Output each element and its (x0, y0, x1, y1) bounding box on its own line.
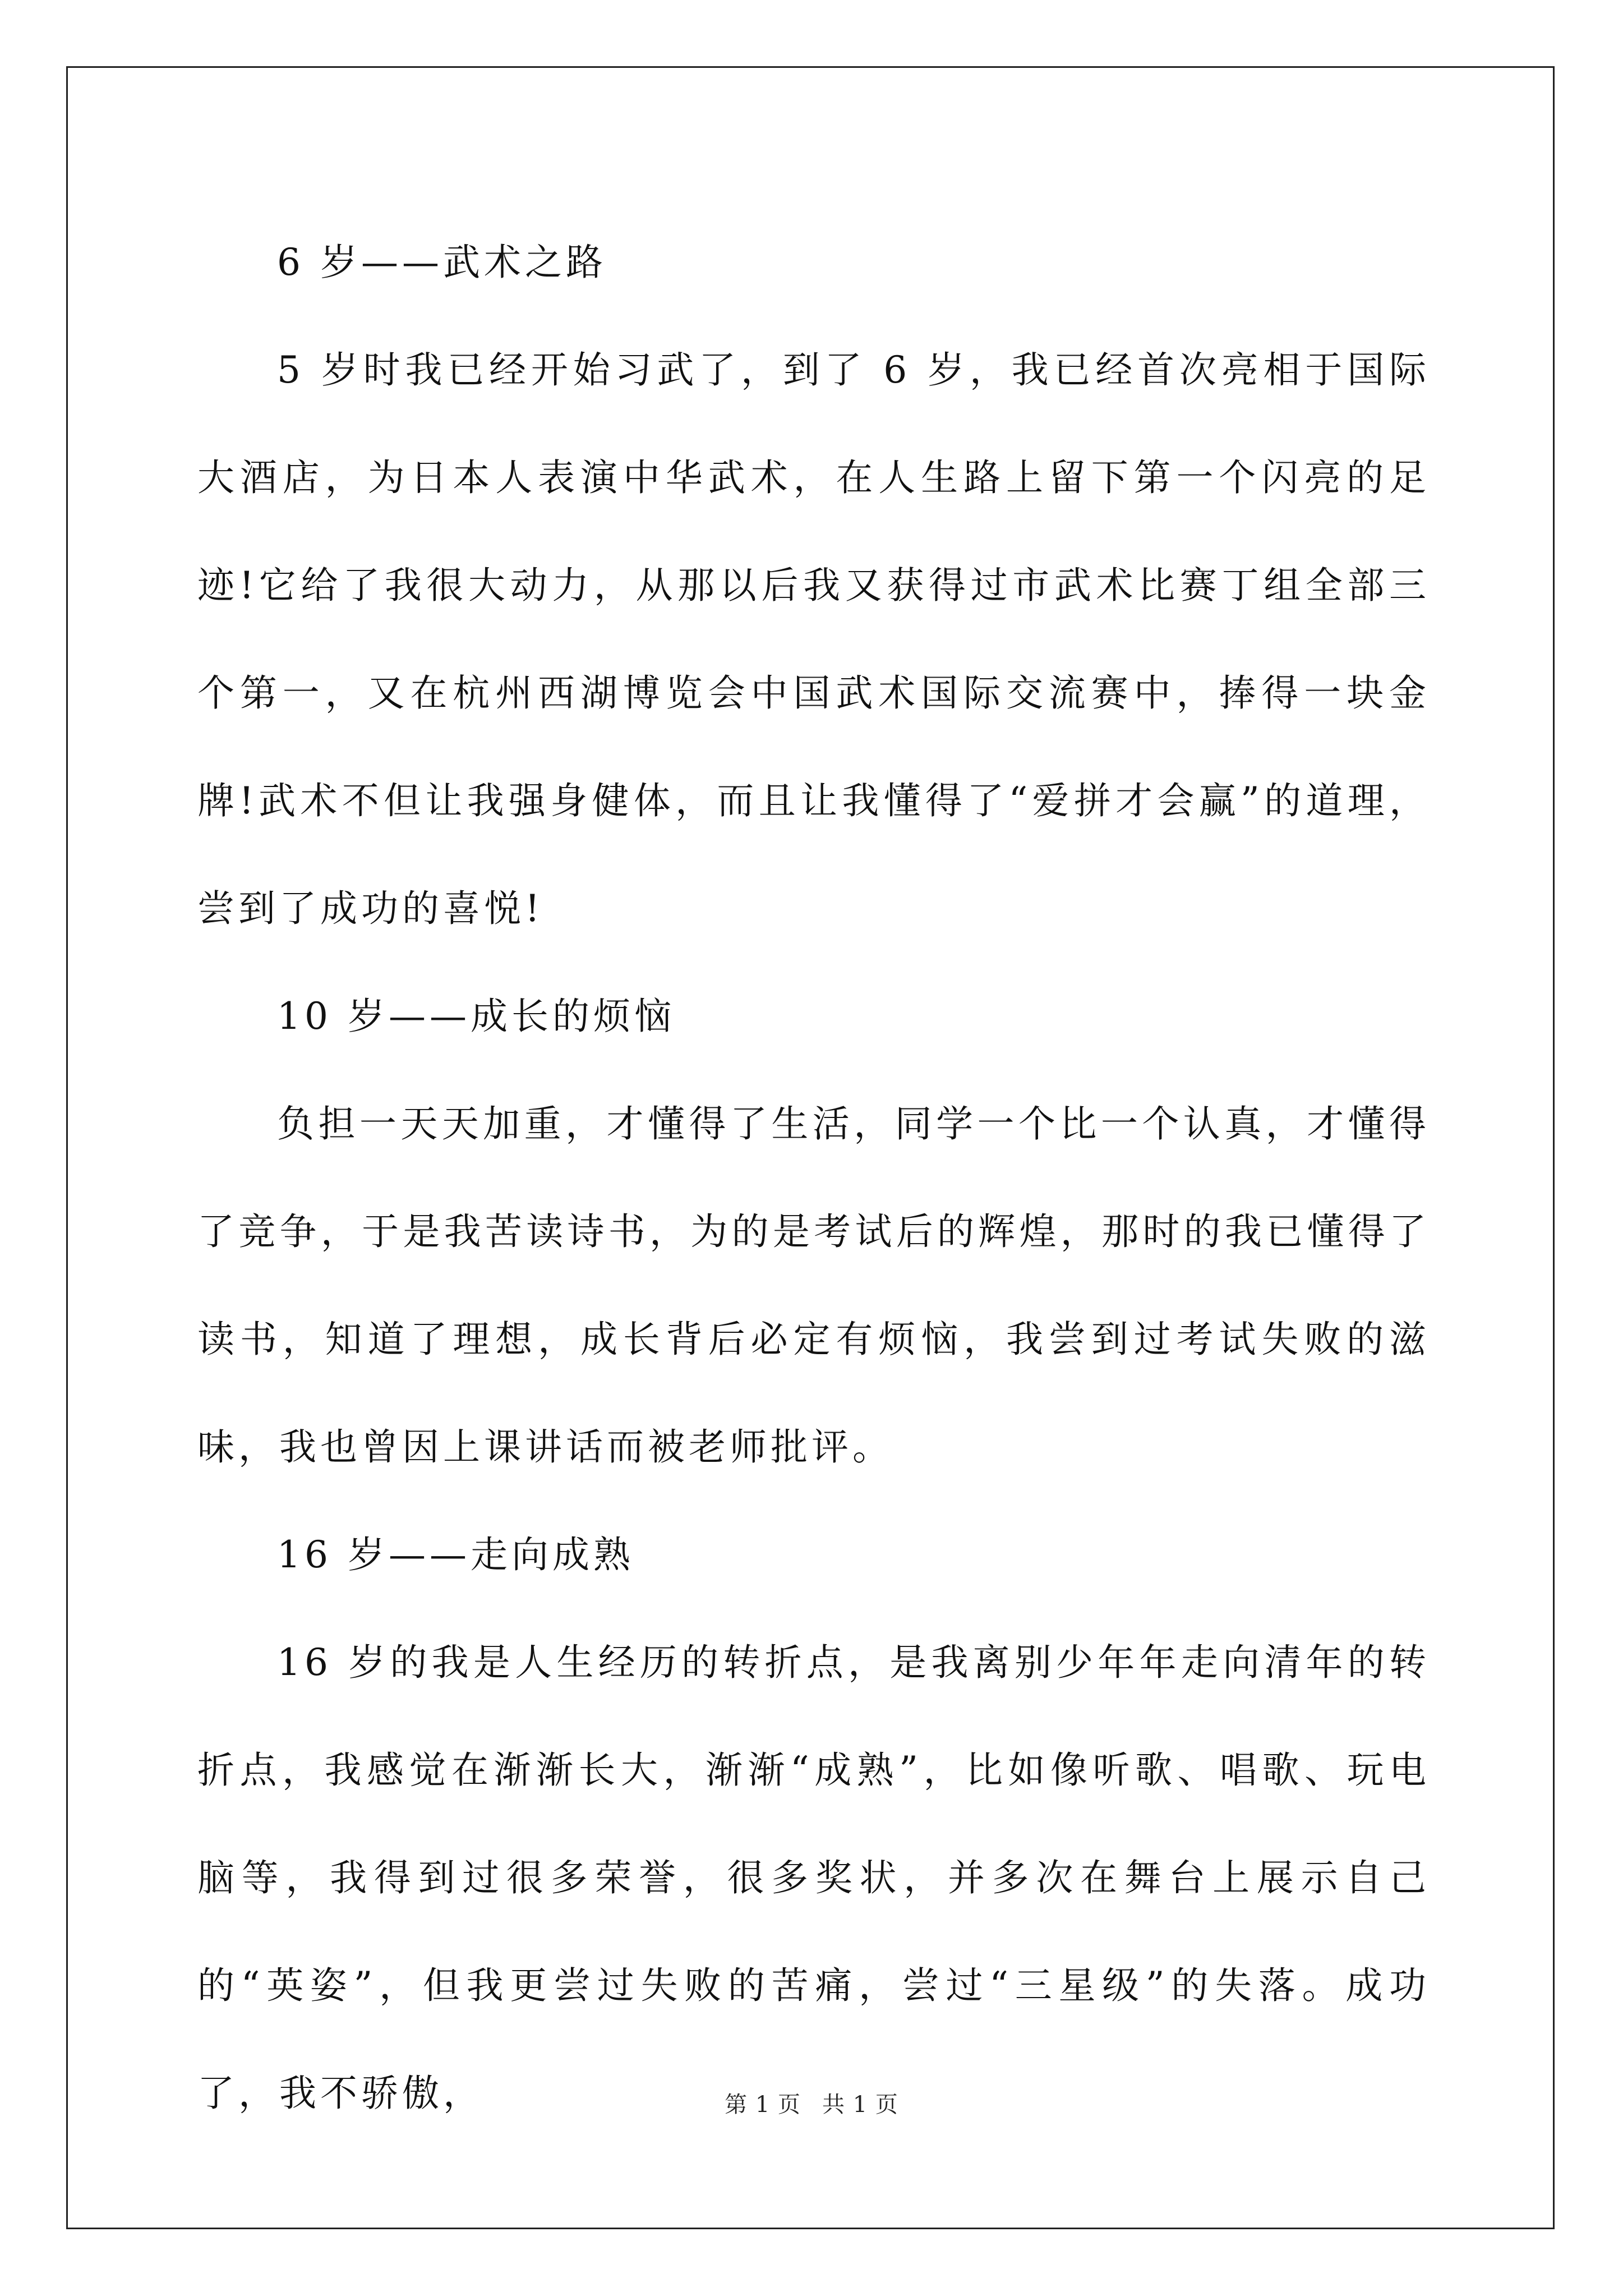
document-body (197, 209, 1430, 2147)
page-footer (0, 2087, 1623, 2119)
paragraph-wushu: 5 岁时我已经开始习武了，到了 6 岁，我已经首次亮相于国际大酒店，为日本人表演中华武术，在人生路上留下第一个闪亮的足迹!它给了我很大动力，从那以后我又获得过市武术比赛丁组全部三个第一，又在杭州西湖博览会中国武术国际交流赛中，捧得一块金牌!武术不但让我强身健体，而且让我懂得了“爱拼才会赢”的道理，尝到了成功的喜悦! (197, 348, 1430, 930)
paragraph-maturity: 16 岁的我是人生经历的转折点，是我离别少年年走向清年的转折点，我感觉在渐渐长大，渐渐“成熟”，比如像听歌、唱歌、玩电脑等，我得到过很多荣誉，很多奖状，并多次在舞台上展示自己的“英姿”，但我更尝过失败的苦痛，尝过“三星级”的失落。成功了，我不骄傲， (197, 1641, 1430, 2115)
section-heading-6: 6 岁——武术之路 (277, 241, 607, 284)
page-total: 共 1 页 (822, 2092, 898, 2118)
paragraph-growing-pains: 负担一天天加重，才懂得了生活，同学一个比一个认真，才懂得了竞争，于是我苦读诗书，为的是考试后的辉煌，那时的我已懂得了读书，知道了理想，成长背后必定有烦恼，我尝到过考试失败的滋味，我也曾因上课讲话而被老师批评。 (197, 1102, 1430, 1469)
page-number: 第 1 页 (725, 2092, 801, 2118)
section-heading-10: 10 岁——成长的烦恼 (277, 995, 675, 1038)
section-heading-16: 16 岁——走向成熟 (277, 1533, 634, 1576)
